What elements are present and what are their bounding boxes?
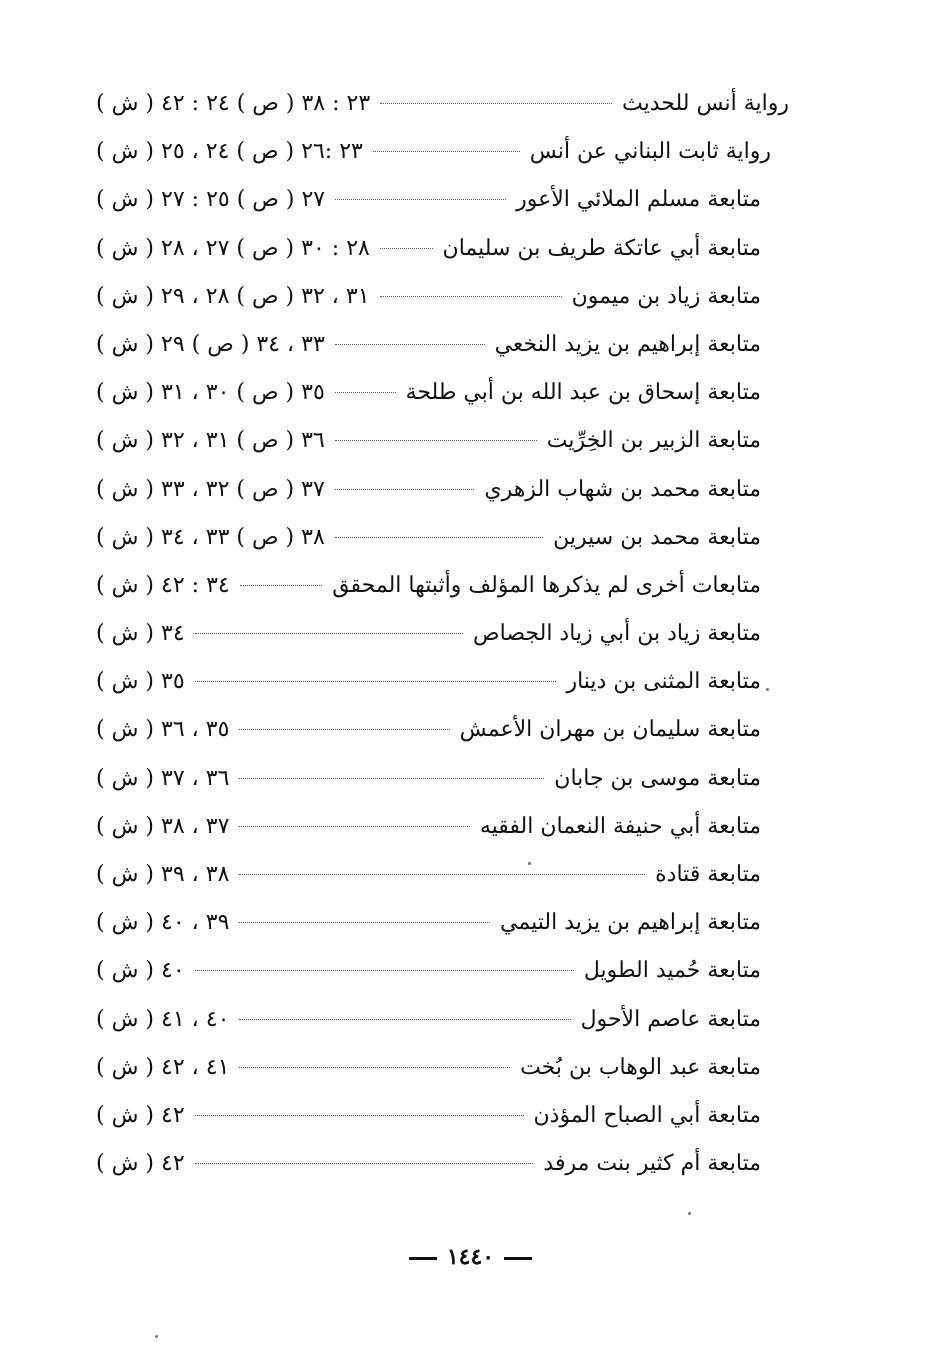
scan-speck bbox=[528, 862, 531, 865]
toc-entry-title: متابعة أبي الصباح المؤذن bbox=[533, 1102, 761, 1128]
page-number-text: ١٤٤٠ bbox=[446, 1244, 495, 1270]
toc-entry-title: متابعة عاصم الأحول bbox=[580, 1006, 761, 1032]
dot-leader bbox=[335, 392, 396, 393]
toc-entry bbox=[96, 562, 801, 610]
toc-entry bbox=[96, 947, 801, 995]
toc-entry-title: رواية ثابت البناني عن أنس bbox=[529, 139, 771, 165]
toc-entry-pages: ٣٧ ، ٣٨ ( ش ) bbox=[96, 813, 230, 839]
dot-leader bbox=[239, 778, 544, 779]
toc-entry bbox=[96, 369, 801, 417]
toc-entry-title: متابعة موسى بن جابان bbox=[554, 765, 761, 791]
toc-entry-pages: ٤٠ ، ٤١ ( ش ) bbox=[96, 1006, 230, 1032]
dot-leader bbox=[335, 199, 506, 200]
toc-entry-pages: ٢٧ ( ص ) ٢٥ : ٢٧ ( ش ) bbox=[96, 187, 326, 213]
dot-leader bbox=[195, 970, 574, 971]
toc-entry bbox=[96, 273, 801, 321]
toc-entry bbox=[96, 128, 801, 176]
table-of-contents bbox=[96, 80, 801, 1188]
toc-entry-title: متابعة إسحاق بن عبد الله بن أبي طلحة bbox=[405, 380, 761, 406]
toc-entry-pages: ٣٥ ، ٣٦ ( ش ) bbox=[96, 717, 230, 743]
toc-entry-pages: ٣٥ ( ص ) ٣٠ ، ٣١ ( ش ) bbox=[96, 380, 325, 406]
dot-leader bbox=[239, 826, 469, 827]
toc-entry-title: متابعة عبد الوهاب بن بُخت bbox=[520, 1054, 761, 1080]
toc-entry-title: متابعة مسلم الملائي الأعور bbox=[516, 187, 761, 213]
dot-leader bbox=[239, 874, 645, 875]
page-number bbox=[0, 1244, 941, 1270]
toc-entry bbox=[96, 1044, 801, 1092]
toc-entry bbox=[96, 1092, 801, 1140]
folio-dash bbox=[409, 1257, 437, 1260]
toc-entry bbox=[96, 803, 801, 851]
toc-entry bbox=[96, 225, 801, 273]
toc-entry bbox=[96, 996, 801, 1044]
toc-entry-pages: ٣٦ ، ٣٧ ( ش ) bbox=[96, 765, 230, 791]
dot-leader bbox=[195, 681, 557, 682]
toc-entry-title: متابعة قتادة bbox=[655, 862, 761, 887]
dot-leader bbox=[380, 296, 562, 297]
toc-entry-pages: ٤٢ ( ش ) bbox=[96, 1151, 185, 1177]
toc-entry bbox=[96, 514, 801, 562]
toc-entry-pages: ٤١ ، ٤٢ ( ش ) bbox=[96, 1054, 230, 1080]
toc-entry-title: متابعة حُميد الطويل bbox=[583, 958, 761, 984]
scan-speck bbox=[766, 688, 769, 691]
dot-leader bbox=[335, 344, 485, 345]
toc-entry-title: رواية أنس للحديث bbox=[621, 91, 789, 116]
toc-entry-title: متابعة المثنى بن دينار bbox=[566, 669, 761, 695]
dot-leader bbox=[335, 489, 475, 490]
dot-leader bbox=[380, 103, 612, 104]
dot-leader bbox=[335, 440, 537, 441]
toc-entry-title: متابعة أم كثير بنت مرفد bbox=[543, 1151, 761, 1177]
toc-entry bbox=[96, 1140, 801, 1188]
toc-entry-pages: ٤٠ ( ش ) bbox=[96, 958, 185, 984]
toc-entry bbox=[96, 658, 801, 706]
toc-entry bbox=[96, 851, 801, 899]
toc-entry-title: متابعة إبراهيم بن يزيد النخعي bbox=[494, 331, 761, 357]
toc-entry-pages: ٢٣ : ٣٨ ( ص ) ٢٤ : ٤٢ ( ش ) bbox=[96, 91, 371, 116]
toc-entry-title: متابعة زياد بن ميمون bbox=[571, 283, 761, 309]
toc-entry-title: متابعة أبي حنيفة النعمان الفقيه bbox=[479, 813, 761, 839]
toc-entry-pages: ٣٤ : ٤٢ ( ش ) bbox=[96, 572, 230, 598]
dot-leader bbox=[239, 1019, 570, 1020]
scan-speck bbox=[155, 1335, 158, 1338]
toc-entry-pages: ٤٢ ( ش ) bbox=[96, 1102, 185, 1128]
toc-entry-title: متابعة زياد بن أبي زياد الجصاص bbox=[473, 621, 761, 647]
dot-leader bbox=[380, 248, 433, 249]
toc-entry-pages: ٣٥ ( ش ) bbox=[96, 669, 185, 695]
toc-entry bbox=[96, 80, 801, 128]
toc-entry-pages: ٣٩ ، ٤٠ ( ش ) bbox=[96, 910, 230, 936]
toc-entry-title: متابعات أخرى لم يذكرها المؤلف وأثبتها المحقق bbox=[332, 572, 761, 598]
toc-entry-title: متابعة سليمان بن مهران الأعمش bbox=[459, 717, 761, 743]
dot-leader bbox=[335, 537, 543, 538]
dot-leader bbox=[239, 729, 449, 730]
toc-entry bbox=[96, 899, 801, 947]
toc-entry bbox=[96, 706, 801, 754]
toc-entry-pages: ٢٣ :٢٦ ( ص ) ٢٤ ، ٢٥ ( ش ) bbox=[96, 139, 363, 165]
toc-entry-pages: ٣٤ ( ش ) bbox=[96, 621, 185, 647]
toc-entry-title: متابعة محمد بن سيرين bbox=[553, 524, 761, 550]
toc-entry bbox=[96, 755, 801, 803]
toc-entry-title: متابعة إبراهيم بن يزيد التيمي bbox=[500, 910, 761, 936]
toc-entry bbox=[96, 610, 801, 658]
dot-leader bbox=[195, 633, 463, 634]
toc-entry-title: متابعة أبي عاتكة طريف بن سليمان bbox=[442, 235, 761, 261]
toc-entry-pages: ٣٣ ، ٣٤ ( ص ) ٢٩ ( ش ) bbox=[96, 331, 325, 357]
toc-entry bbox=[96, 466, 801, 514]
toc-entry-title: متابعة الزبير بن الخِرِّيت bbox=[546, 428, 761, 454]
toc-entry bbox=[96, 321, 801, 369]
dot-leader bbox=[373, 151, 520, 152]
dot-leader bbox=[239, 922, 490, 923]
toc-entry bbox=[96, 176, 801, 224]
scan-speck bbox=[688, 1212, 691, 1215]
toc-entry-pages: ٣٦ ( ص ) ٣١ ، ٣٢ ( ش ) bbox=[96, 428, 325, 454]
toc-entry-pages: ٣١ ، ٣٢ ( ص ) ٢٨ ، ٢٩ ( ش ) bbox=[96, 283, 370, 309]
toc-entry-pages: ٢٨ : ٣٠ ( ص ) ٢٧ ، ٢٨ ( ش ) bbox=[96, 235, 370, 261]
dot-leader bbox=[239, 1067, 510, 1068]
dot-leader bbox=[240, 585, 322, 586]
toc-entry bbox=[96, 417, 801, 465]
dot-leader bbox=[195, 1115, 524, 1116]
toc-entry-pages: ٣٨ ، ٣٩ ( ش ) bbox=[96, 862, 230, 887]
toc-entry-pages: ٣٨ ( ص ) ٣٣ ، ٣٤ ( ش ) bbox=[96, 524, 325, 550]
dot-leader bbox=[195, 1163, 534, 1164]
folio-dash bbox=[504, 1257, 532, 1260]
toc-entry-title: متابعة محمد بن شهاب الزهري bbox=[484, 476, 761, 502]
toc-entry-pages: ٣٧ ( ص ) ٣٢ ، ٣٣ ( ش ) bbox=[96, 476, 325, 502]
